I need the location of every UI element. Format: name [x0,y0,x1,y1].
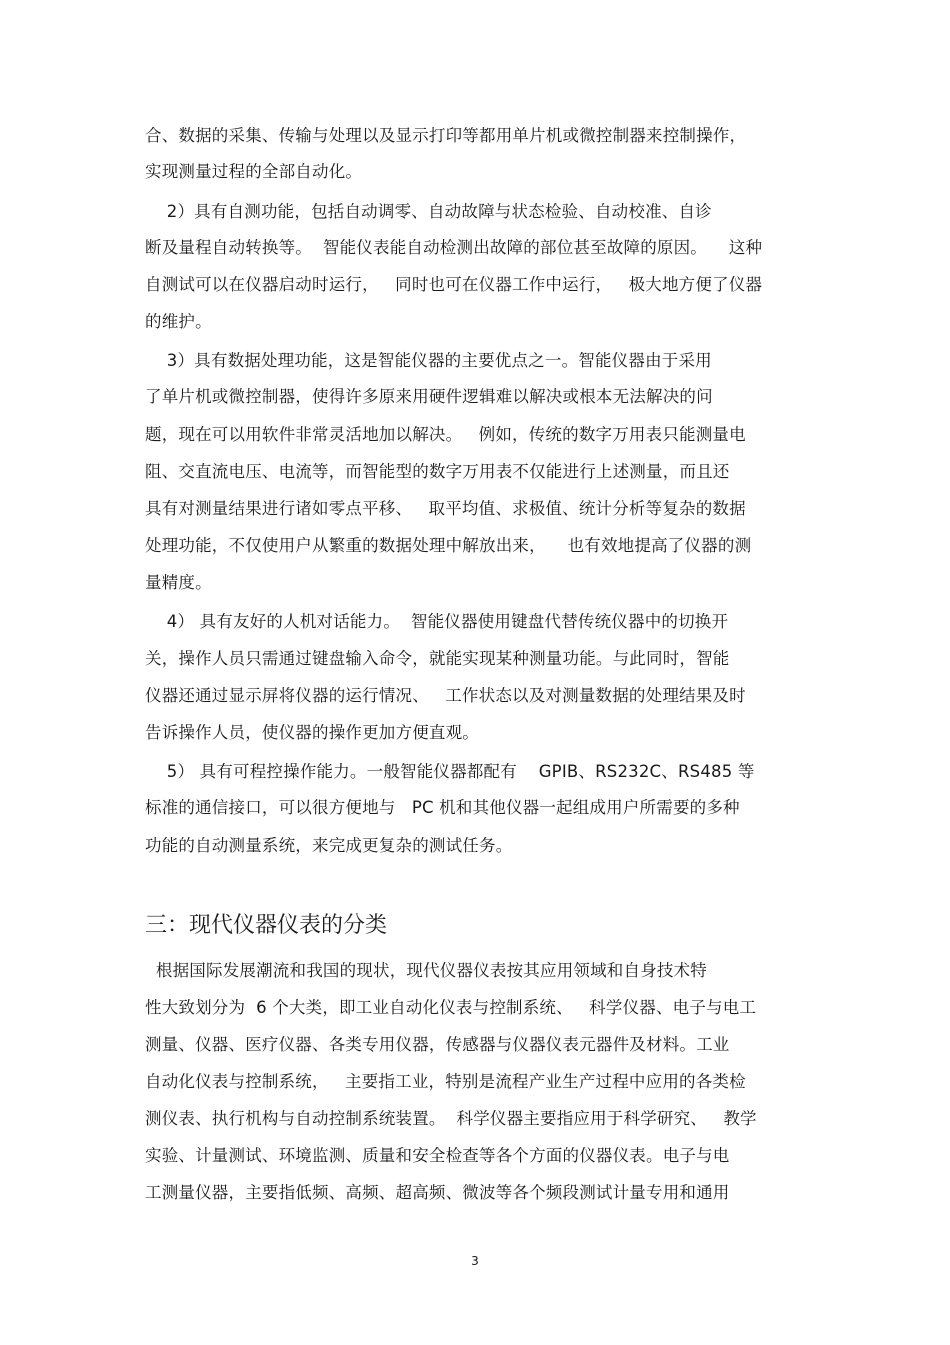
text-line: 4） 具有友好的人机对话能力。 智能仪器使用键盘代替传统仪器中的切换开 [145,612,729,631]
text-line: 关，操作人员只需通过键盘输入命令，就能实现某种测量功能。与此同时，智能 [145,649,730,668]
text-line: 仪器还通过显示屏将仪器的运行情况、 工作状态以及对测量数据的处理结果及时 [145,686,746,705]
text-line: 处理功能，不仅使用户从繁重的数据处理中解放出来， 也有效地提高了仪器的测 [145,536,752,555]
text-line: 标准的通信接口，可以很方便地与 PC 机和其他仪器一起组成用户所需要的多种 [145,798,740,817]
text-line: 阻、交直流电压、电流等，而智能型的数字万用表不仅能进行上述测量，而且还 [145,462,730,481]
text-line: 合、数据的采集、传输与处理以及显示打印等都用单片机或微控制器来控制操作， [145,126,747,145]
text-line: 题，现在可以用软件非常灵活地加以解决。 例如，传统的数字万用表只能测量电 [145,425,746,444]
text-line: 测量、仪器、医疗仪器、各类专用仪器，传感器与仪器仪表元器件及材料。工业 [145,1035,730,1054]
text-line: 自测试可以在仪器启动时运行， 同时也可在仪器工作中运行， 极大地方便了仪器 [145,275,763,294]
text-line: 实现测量过程的全部自动化。 [145,162,363,181]
text-line: 测仪表、执行机构与自动控制系统装置。 科学仪器主要指应用于科学研究、 教学 [145,1109,757,1128]
text-line: 具有对测量结果进行诸如零点平移、 取平均值、求极值、统计分析等复杂的数据 [145,499,746,518]
text-line: 自动化仪表与控制系统， 主要指工业，特别是流程产业生产过程中应用的各类检 [145,1072,746,1091]
page-number: 3 [471,1254,479,1268]
text-line: 性大致划分为 6 个大类，即工业自动化仪表与控制系统、 科学仪器、电子与电工 [145,998,757,1017]
text-line: 断及量程自动转换等。 智能仪表能自动检测出故障的部位甚至故障的原因。 这种 [145,238,763,257]
section-heading: 三：现代仪器仪表的分类 [145,913,388,938]
text-line: 功能的自动测量系统，来完成更复杂的测试任务。 [145,836,513,855]
text-line: 3）具有数据处理功能，这是智能仪器的主要优点之一。智能仪器由于采用 [145,351,712,370]
text-line: 5） 具有可程控操作能力。一般智能仪器都配有 GPIB、RS232C、RS485 等 [145,762,755,781]
text-line: 量精度。 [145,573,212,592]
text-line: 工测量仪器，主要指低频、高频、超高频、微波等各个频段测试计量专用和通用 [145,1183,730,1202]
text-line: 告诉操作人员，使仪器的操作更加方便直观。 [145,723,479,742]
text-line: 根据国际发展潮流和我国的现状，现代仪器仪表按其应用领域和自身技术特 [145,961,707,980]
text-line: 的维护。 [145,312,212,331]
text-line: 2）具有自测功能，包括自动调零、自动故障与状态检验、自动校准、自诊 [145,202,712,221]
text-line: 实验、计量测试、环境监测、质量和安全检查等各个方面的仪器仪表。电子与电 [145,1146,730,1165]
text-line: 了单片机或微控制器，使得许多原来用硬件逻辑难以解决或根本无法解决的问 [145,387,713,406]
